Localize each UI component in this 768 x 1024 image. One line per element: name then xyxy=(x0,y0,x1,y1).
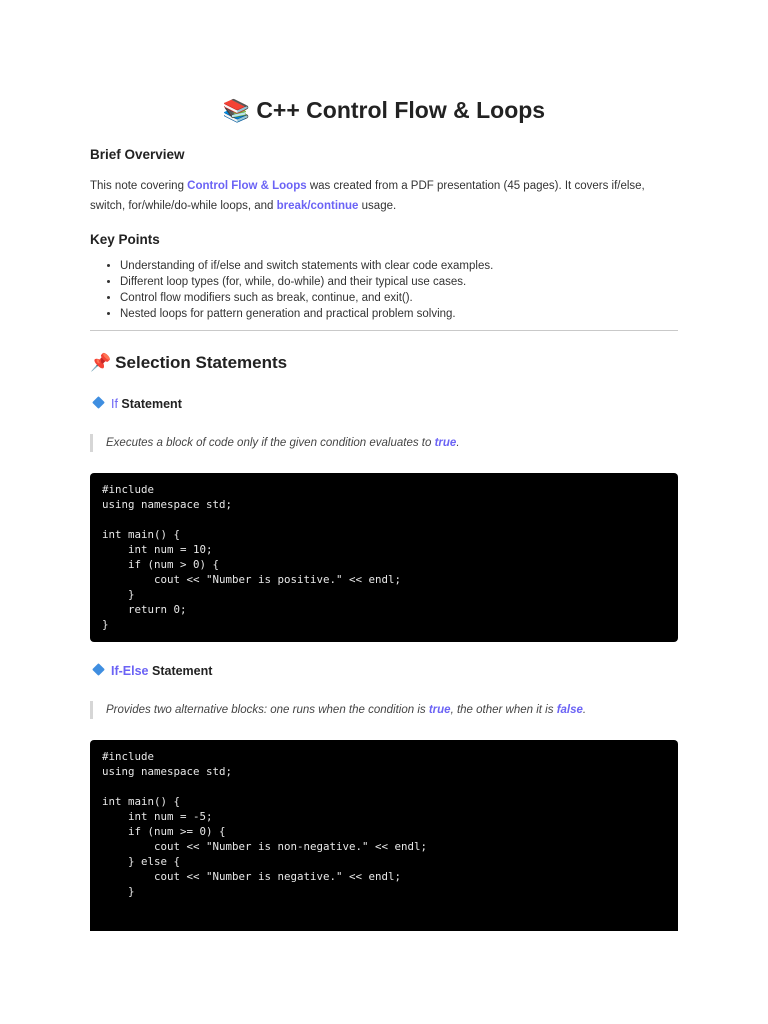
selection-heading xyxy=(90,350,287,376)
if-else-code-block xyxy=(90,740,678,931)
page-title xyxy=(90,92,678,129)
list-item: • Understanding of if/else and switch statements with clear code examples. xyxy=(120,258,678,274)
quote-text-end: . xyxy=(456,437,460,449)
blue-diamond-icon xyxy=(92,396,105,409)
quote-text-mid: , the other when it is xyxy=(450,704,557,716)
overview-text-2: was created from a PDF presentation (45 pages). It covers if/else, switch, for/while/do-while loops, and xyxy=(90,180,645,212)
if-else-heading-label: Statement xyxy=(148,664,213,678)
false-keyword: false xyxy=(556,704,583,716)
link-control-flow[interactable]: Control Flow & Loops xyxy=(187,180,307,192)
if-statement-heading xyxy=(90,394,182,414)
if-code-block xyxy=(90,473,678,642)
quote-text: Provides two alternative blocks: one runs when the condition is xyxy=(106,704,429,716)
blue-diamond-icon xyxy=(92,663,105,676)
if-code: #include using namespace std; int main() { int num = 10; if (num > 0) { cout << "Number is positive." << endl; } return 0; } xyxy=(102,483,402,631)
link-break-continue[interactable]: break/continue xyxy=(276,200,359,212)
divider xyxy=(90,330,678,331)
true-keyword: true xyxy=(428,704,451,716)
selection-heading-text: Selection Statements xyxy=(115,353,288,372)
list-item: • Different loop types (for, while, do-while) and their typical use cases. xyxy=(120,274,678,290)
true-keyword: true xyxy=(434,437,457,449)
if-keyword: If xyxy=(111,397,118,411)
list-item: • Nested loops for pattern generation and practical problem solving. xyxy=(120,306,678,322)
if-else-keyword: If-Else xyxy=(111,664,149,678)
quote-text-end: . xyxy=(582,704,587,716)
overview-text-1: This note covering xyxy=(90,180,188,192)
title-text: C++ Control Flow & Loops xyxy=(256,97,546,123)
quote-text: Executes a block of code only if the given condition evaluates to xyxy=(106,437,435,449)
if-else-statement-heading xyxy=(90,661,212,681)
key-points-heading: Key Points xyxy=(90,232,160,247)
if-description-quote xyxy=(90,434,678,452)
if-else-description-quote xyxy=(90,701,678,719)
overview-paragraph xyxy=(90,176,678,216)
pushpin-icon: 📌 xyxy=(90,353,112,372)
overview-heading: Brief Overview xyxy=(90,147,185,162)
if-heading-label: Statement xyxy=(117,397,182,411)
list-item: • Control flow modifiers such as break, continue, and exit(). xyxy=(120,290,678,306)
overview-text-3: usage. xyxy=(358,200,397,212)
if-else-code: #include using namespace std; int main() { int num = -5; if (num >= 0) { cout << "Number is non-negative." << endl; } else { cout << "Number is negative." << endl; } xyxy=(102,750,428,898)
books-icon: 📚 xyxy=(222,98,251,123)
key-points-list xyxy=(90,258,678,322)
